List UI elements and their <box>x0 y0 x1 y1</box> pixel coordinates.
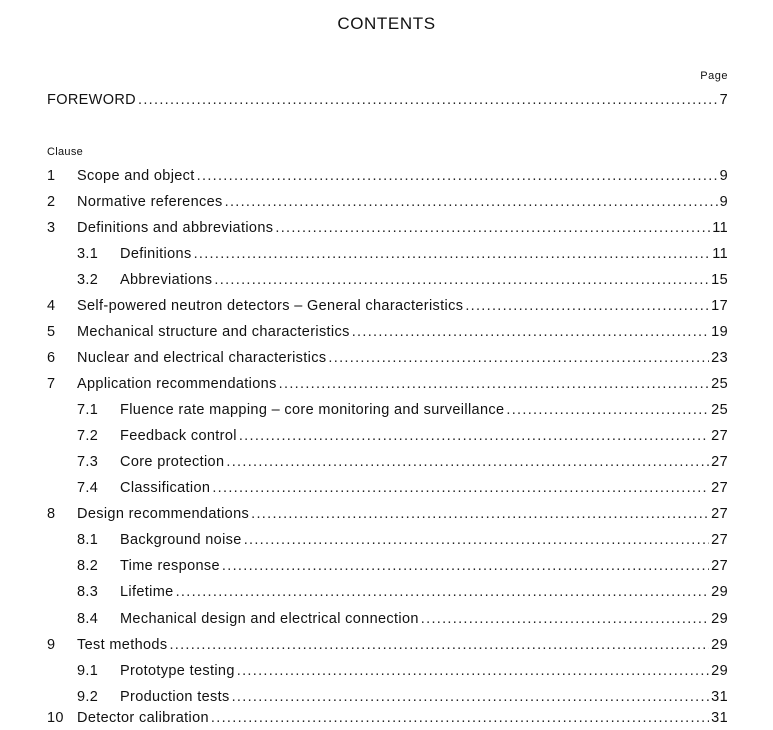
page-column-label: Page <box>700 70 728 82</box>
dot-leader <box>352 324 709 340</box>
toc-entry-number: 8.4 <box>77 611 99 627</box>
dot-leader <box>194 246 711 262</box>
toc-entry-page: 27 <box>711 428 728 444</box>
toc-entry-foreword <box>47 92 728 112</box>
toc-entry-number: 7.3 <box>77 454 99 470</box>
toc-entry-label: Application recommendations <box>77 376 277 392</box>
toc-entry-label: Feedback control <box>120 428 237 444</box>
toc-entry-page: 17 <box>711 298 728 314</box>
clause-column-label: Clause <box>47 146 84 158</box>
toc-entry-number: 6 <box>47 350 56 366</box>
toc-entry-label: Fluence rate mapping – core monitoring and surveillance <box>120 402 505 418</box>
toc-subentry <box>77 480 728 500</box>
dot-leader <box>232 689 710 705</box>
toc-entry-page: 29 <box>711 611 728 627</box>
toc-entry-label: Production tests <box>120 689 230 705</box>
toc-entry-label: Classification <box>120 480 211 496</box>
toc-entry-page: 9 <box>719 194 728 210</box>
toc-entry-label: Nuclear and electrical characteristics <box>77 350 327 366</box>
dot-leader <box>239 428 709 444</box>
toc-subentry <box>77 402 728 422</box>
dot-leader <box>251 506 709 522</box>
toc-entry <box>47 194 728 214</box>
toc-subentry <box>77 272 728 292</box>
toc-entry-label: Prototype testing <box>120 663 235 679</box>
toc-entry <box>47 637 728 657</box>
toc-entry-page: 29 <box>711 584 728 600</box>
toc-entry-number: 3.1 <box>77 246 99 262</box>
toc-entry-number: 8.3 <box>77 584 99 600</box>
toc-entry-page: 25 <box>711 376 728 392</box>
toc-entry-number: 3.2 <box>77 272 99 288</box>
toc-entry-label: Time response <box>120 558 220 574</box>
toc-entry-page: 27 <box>711 558 728 574</box>
toc-entry-page: 11 <box>712 220 728 236</box>
toc-entry-number: 7.4 <box>77 480 99 496</box>
dot-leader <box>138 92 718 108</box>
toc-entry <box>47 324 728 344</box>
toc-entry-number: 7 <box>47 376 56 392</box>
toc-subentry <box>77 611 728 631</box>
toc-entry-number: 8.1 <box>77 532 99 548</box>
toc-entry-number: 8.2 <box>77 558 99 574</box>
dot-leader <box>328 350 709 366</box>
dot-leader <box>169 637 709 653</box>
dot-leader <box>214 272 709 288</box>
dot-leader <box>421 611 709 627</box>
toc-entry-number: 1 <box>47 168 56 184</box>
toc-entry-number: 9.2 <box>77 689 99 705</box>
toc-entry-label: Definitions and abbreviations <box>77 220 274 236</box>
toc-entry <box>47 350 728 370</box>
toc-entry-label: Normative references <box>77 194 223 210</box>
toc-entry-label: Test methods <box>77 637 168 653</box>
toc-entry-number: 7.1 <box>77 402 99 418</box>
toc-entry-label: Scope and object <box>77 168 195 184</box>
toc-entry-label: Background noise <box>120 532 242 548</box>
toc-entry-page: 29 <box>711 663 728 679</box>
toc-subentry <box>77 689 728 709</box>
toc-subentry <box>77 663 728 683</box>
toc-entry-page: 31 <box>711 689 728 705</box>
toc-entry-page: 7 <box>719 92 728 108</box>
toc-entry-label: FOREWORD <box>47 92 136 108</box>
toc-entry-page: 19 <box>711 324 728 340</box>
toc-entry-label: Mechanical design and electrical connection <box>120 611 419 627</box>
toc-entry-number: 5 <box>47 324 56 340</box>
toc-entry-page: 27 <box>711 506 728 522</box>
toc-entry <box>47 506 728 526</box>
dot-leader <box>465 298 709 314</box>
toc-entry-page: 27 <box>711 454 728 470</box>
toc-entry-label: Definitions <box>120 246 192 262</box>
dot-leader <box>279 376 709 392</box>
toc-subentry <box>77 558 728 578</box>
dot-leader <box>197 168 718 184</box>
toc-subentry <box>77 454 728 474</box>
toc-entry-page: 27 <box>711 480 728 496</box>
page-title: CONTENTS <box>337 14 436 33</box>
dot-leader <box>506 402 709 418</box>
toc-entry-page: 11 <box>712 246 728 262</box>
toc-entry-page: 31 <box>711 710 728 726</box>
toc-entry-number: 9.1 <box>77 663 99 679</box>
toc-entry-label: Self-powered neutron detectors – General characteristics <box>77 298 464 314</box>
toc-entry-label: Design recommendations <box>77 506 250 522</box>
toc-entry-number: 4 <box>47 298 56 314</box>
dot-leader <box>275 220 710 236</box>
toc-entry <box>47 710 728 730</box>
dot-leader <box>211 710 709 726</box>
dot-leader <box>237 663 709 679</box>
toc-subentry <box>77 532 728 552</box>
toc-entry-page: 27 <box>711 532 728 548</box>
toc-entry-page: 23 <box>711 350 728 366</box>
toc-entry-page: 9 <box>719 168 728 184</box>
toc-entry-label: Mechanical structure and characteristics <box>77 324 350 340</box>
toc-entry <box>47 168 728 188</box>
toc-subentry <box>77 246 728 266</box>
toc-entry-number: 8 <box>47 506 56 522</box>
toc-entry-number: 7.2 <box>77 428 99 444</box>
toc-entry-page: 25 <box>711 402 728 418</box>
dot-leader <box>176 584 710 600</box>
toc-entry-label: Lifetime <box>120 584 174 600</box>
toc-entry <box>47 298 728 318</box>
toc-entry-number: 2 <box>47 194 56 210</box>
toc-entry-number: 9 <box>47 637 56 653</box>
toc-entry-page: 15 <box>711 272 728 288</box>
toc-entry-number: 10 <box>47 710 64 726</box>
dot-leader <box>226 454 709 470</box>
toc-entry-label: Detector calibration <box>77 710 209 726</box>
dot-leader <box>244 532 709 548</box>
dot-leader <box>212 480 709 496</box>
toc-entry <box>47 220 728 240</box>
toc-entry-number: 3 <box>47 220 56 236</box>
toc-entry <box>47 376 728 396</box>
toc-entry-label: Core protection <box>120 454 225 470</box>
toc-subentry <box>77 428 728 448</box>
dot-leader <box>222 558 709 574</box>
toc-entry-label: Abbreviations <box>120 272 213 288</box>
toc-subentry <box>77 584 728 604</box>
dot-leader <box>225 194 718 210</box>
toc-entry-page: 29 <box>711 637 728 653</box>
